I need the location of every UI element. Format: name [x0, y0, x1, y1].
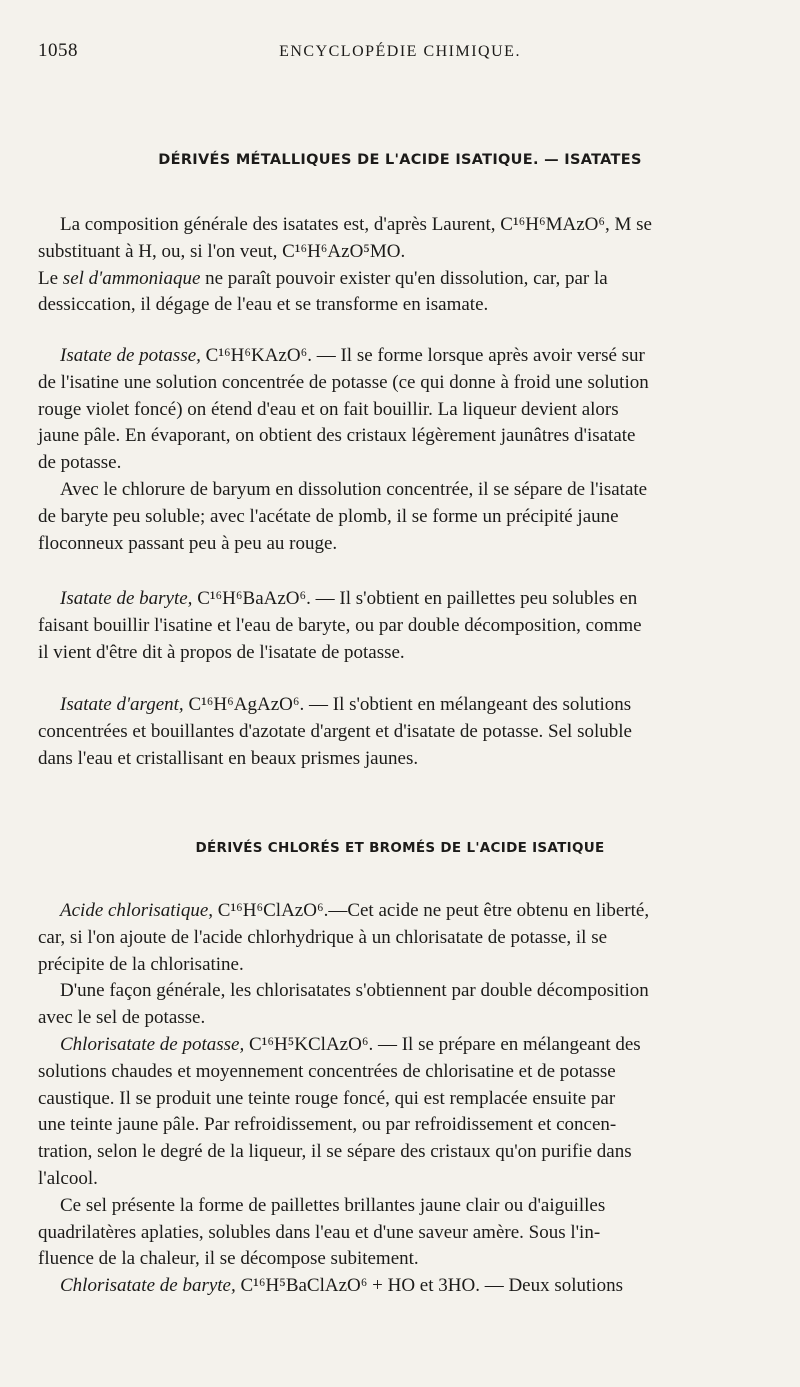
- entry-line: Avec le chlorure de baryum en dissolution concentrée, il se sépare de l'isatate: [60, 478, 648, 500]
- page-header: [38, 40, 762, 68]
- entry-isatate-potasse: [38, 343, 765, 557]
- section2-entries: [38, 898, 765, 1300]
- page-number: 1058: [38, 40, 78, 61]
- intro-line: substituant à H, ou, si l'on veut, C¹⁶H⁶AzO⁵MO.: [38, 240, 406, 262]
- entry-line: D'une façon générale, les chlorisatates s'obtiennent par double décomposition: [60, 980, 649, 1002]
- entry-line: de baryte peu soluble; avec l'acétate de plomb, il se forme un précipité jaune: [38, 505, 619, 527]
- entry-line: rouge violet foncé) on étend d'eau et on fait bouillir. La liqueur devient alors: [38, 398, 619, 420]
- entry-line: fluence de la chaleur, il se décompose subitement.: [38, 1248, 419, 1270]
- entry-first-line: Acide chlorisatique, C¹⁶H⁶ClAzO⁶.—Cet acide ne peut être obtenu en liberté,: [60, 900, 650, 921]
- entry-first-line: Chlorisatate de baryte, C¹⁶H⁵BaClAzO⁶ + HO et 3HO. — Deux solutions: [60, 1275, 623, 1297]
- entry-isatate-baryte: [38, 586, 765, 666]
- entry-line: jaune pâle. En évaporant, on obtient des cristaux légèrement jaunâtres d'isatate: [38, 425, 636, 447]
- entry-line: précipite de la chlorisatine.: [38, 953, 244, 975]
- intro-paragraphs: [38, 212, 765, 319]
- entry-line: l'alcool.: [38, 1167, 98, 1189]
- entry-term: Isatate de potasse,: [60, 345, 201, 366]
- entry-formula: C¹⁶H⁵BaClAzO⁶ + HO et 3HO.: [240, 1275, 480, 1297]
- entry-first-line: Isatate de potasse, C¹⁶H⁶KAzO⁶. — Il se forme lorsque après avoir versé sur: [60, 345, 645, 366]
- entry-term: Chlorisatate de baryte,: [60, 1275, 236, 1297]
- entry-first-line: Chlorisatate de potasse, C¹⁶H⁵KClAzO⁶. — Il se prépare en mélangeant des: [60, 1033, 641, 1055]
- entry-line: Ce sel présente la forme de paillettes brillantes jaune clair ou d'aiguilles: [60, 1194, 606, 1216]
- running-title: ENCYCLOPÉDIE CHIMIQUE.: [279, 43, 521, 60]
- entry-term: Acide chlorisatique,: [60, 900, 214, 921]
- section-heading-isatates: DÉRIVÉS MÉTALLIQUES DE L'ACIDE ISATIQUE. — ISATATES: [158, 152, 642, 168]
- entry-term: Isatate d'argent,: [60, 694, 184, 715]
- entry-line: floconneux passant peu à peu au rouge.: [38, 532, 338, 554]
- entry-line: tration, selon le degré de la liqueur, il se sépare des cristaux qu'on purifie dans: [38, 1141, 632, 1163]
- entry-line: quadrilatères aplaties, solubles dans l'eau et d'une saveur amère. Sous l'in-: [38, 1221, 601, 1243]
- entry-formula: C¹⁶H⁶BaAzO⁶.: [197, 588, 311, 609]
- entry-term: Chlorisatate de potasse,: [60, 1033, 245, 1055]
- entry-line: concentrées et bouillantes d'azotate d'argent et d'isatate de potasse. Sel soluble: [38, 720, 632, 742]
- section-heading-chlores-bromes: DÉRIVÉS CHLORÉS ET BROMÉS DE L'ACIDE ISATIQUE: [195, 840, 605, 856]
- entry-formula: C¹⁶H⁵KClAzO⁶.: [248, 1033, 374, 1055]
- intro-line: La composition générale des isatates est, d'après Laurent, C¹⁶H⁶MAzO⁶, M se: [60, 214, 652, 235]
- entry-line: faisant bouillir l'isatine et l'eau de baryte, ou par double décomposition, comme: [38, 614, 642, 636]
- entry-line: de l'isatine une solution concentrée de potasse (ce qui donne à froid une solution: [38, 371, 649, 393]
- entry-line: il vient d'être dit à propos de l'isatate de potasse.: [38, 641, 405, 663]
- entry-line: de potasse.: [38, 452, 122, 474]
- entry-term: Isatate de baryte,: [60, 588, 193, 609]
- ammonia-paragraph: Le sel d'ammoniaque ne paraît pouvoir exister qu'en dissolution, car, par la: [38, 267, 608, 289]
- entry-first-line: Isatate d'argent, C¹⁶H⁶AgAzO⁶. — Il s'obtient en mélangeant des solutions: [60, 694, 632, 715]
- entry-line: solutions chaudes et moyennement concentrées de chlorisatine et de potasse: [38, 1060, 616, 1082]
- entry-line: dans l'eau et cristallisant en beaux prismes jaunes.: [38, 747, 419, 769]
- term-sel-ammoniaque: sel d'ammoniaque: [62, 267, 201, 289]
- entry-formula: C¹⁶H⁶AgAzO⁶.: [188, 694, 305, 715]
- entry-line: caustique. Il se produit une teinte rouge foncé, qui est remplacée ensuite par: [38, 1087, 616, 1109]
- entry-line: avec le sel de potasse.: [38, 1007, 206, 1029]
- ammonia-line: dessiccation, il dégage de l'eau et se transforme en isamate.: [38, 294, 489, 316]
- entry-isatate-argent: [38, 692, 765, 772]
- entry-formula: C¹⁶H⁶ClAzO⁶.: [217, 900, 329, 921]
- entry-line: une teinte jaune pâle. Par refroidissement, ou par refroidissement et concen-: [38, 1114, 617, 1136]
- entry-formula: C¹⁶H⁶KAzO⁶.: [205, 345, 312, 366]
- entry-first-line: Isatate de baryte, C¹⁶H⁶BaAzO⁶. — Il s'obtient en paillettes peu solubles en: [60, 588, 638, 609]
- entry-line: car, si l'on ajoute de l'acide chlorhydrique à un chlorisatate de potasse, il se: [38, 926, 608, 948]
